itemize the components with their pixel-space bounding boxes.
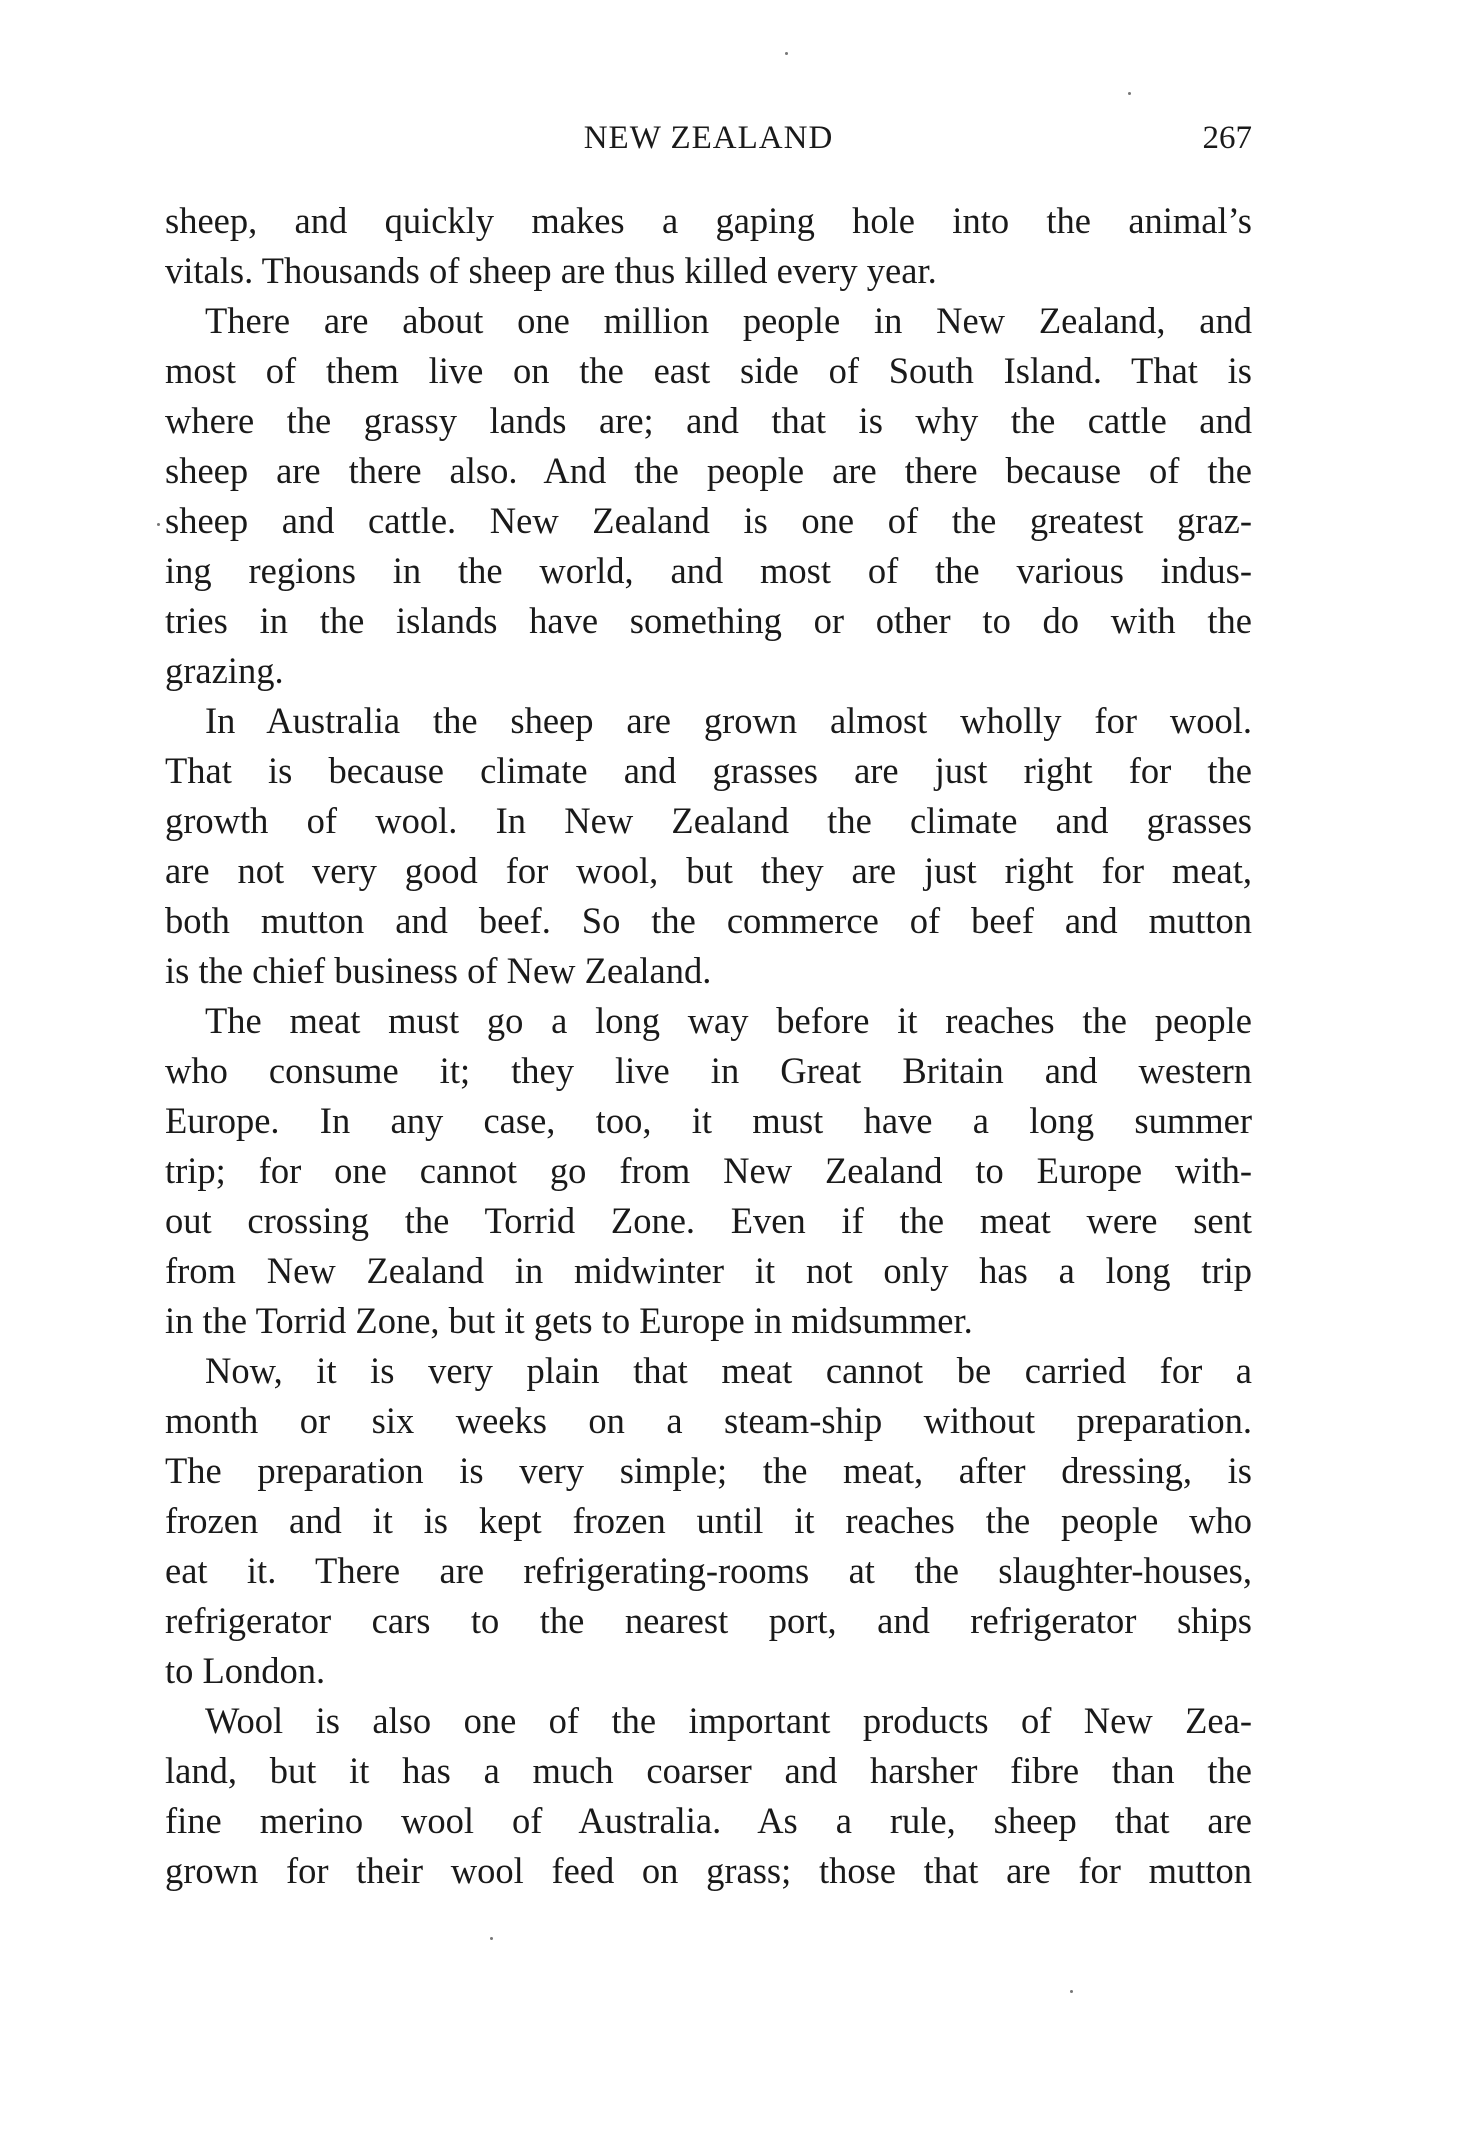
page-header: [165, 120, 1252, 164]
text-line: grown for their wool feed on grass; those that are for mutton: [165, 1850, 1252, 1891]
text-line: fine merino wool of Australia. As a rule, sheep that are: [165, 1800, 1252, 1841]
text-line: to London.: [165, 1650, 326, 1691]
text-line: out crossing the Torrid Zone. Even if the meat were sent: [165, 1200, 1252, 1241]
text-line: sheep and cattle. New Zealand is one of the greatest graz-: [165, 500, 1252, 541]
text-line: ing regions in the world, and most of the various indus-: [165, 550, 1252, 591]
text-line: both mutton and beef. So the commerce of beef and mutton: [165, 900, 1252, 941]
text-line: The meat must go a long way before it reaches the people: [205, 1000, 1252, 1041]
page-number: 267: [1202, 120, 1252, 156]
paragraph: [165, 1696, 1252, 1896]
paragraph: [165, 1346, 1252, 1696]
scan-speck: [1128, 92, 1131, 95]
text-line: from New Zealand in midwinter it not only has a long trip: [165, 1250, 1252, 1291]
text-line: In Australia the sheep are grown almost wholly for wool.: [205, 700, 1252, 741]
text-line: sheep are there also. And the people are there because of the: [165, 450, 1252, 491]
text-line: Now, it is very plain that meat cannot be carried for a: [205, 1350, 1252, 1391]
text-line: where the grassy lands are; and that is why the cattle and: [165, 400, 1252, 441]
text-line: The preparation is very simple; the meat, after dressing, is: [165, 1450, 1252, 1491]
text-line: most of them live on the east side of South Island. That is: [165, 350, 1252, 391]
text-line: Wool is also one of the important products of New Zea-: [205, 1700, 1252, 1741]
running-title: NEW ZEALAND: [583, 120, 834, 156]
text-line: land, but it has a much coarser and harsher fibre than the: [165, 1750, 1252, 1791]
text-line: trip; for one cannot go from New Zealand to Europe with-: [165, 1150, 1252, 1191]
text-line: vitals. Thousands of sheep are thus killed every year.: [165, 250, 937, 291]
text-line: sheep, and quickly makes a gaping hole into the animal’s: [165, 200, 1252, 241]
text-line: are not very good for wool, but they are just right for meat,: [165, 850, 1252, 891]
text-line: refrigerator cars to the nearest port, and refrigerator ships: [165, 1600, 1252, 1641]
text-line: There are about one million people in New Zealand, and: [205, 300, 1252, 341]
scan-speck: [785, 52, 788, 55]
text-line: grazing.: [165, 650, 284, 691]
text-line: is the chief business of New Zealand.: [165, 950, 712, 991]
scan-speck: [1070, 1990, 1073, 1993]
paragraph: [165, 296, 1252, 696]
text-line: who consume it; they live in Great Britain and western: [165, 1050, 1252, 1091]
text-line: That is because climate and grasses are just right for the: [165, 750, 1252, 791]
paragraph: [165, 996, 1252, 1346]
text-line: tries in the islands have something or other to do with the: [165, 600, 1252, 641]
paragraph: [165, 196, 1252, 296]
body-text: [165, 196, 1252, 1896]
text-line: in the Torrid Zone, but it gets to Europe in midsummer.: [165, 1300, 973, 1341]
paragraph: [165, 696, 1252, 996]
text-line: eat it. There are refrigerating-rooms at the slaughter-houses,: [165, 1550, 1252, 1591]
scan-speck: [490, 1937, 493, 1940]
text-line: month or six weeks on a steam-ship without preparation.: [165, 1400, 1252, 1441]
text-line: growth of wool. In New Zealand the climate and grasses: [165, 800, 1252, 841]
scan-speck: [157, 523, 160, 526]
text-line: Europe. In any case, too, it must have a long summer: [165, 1100, 1252, 1141]
text-line: frozen and it is kept frozen until it reaches the people who: [165, 1500, 1252, 1541]
